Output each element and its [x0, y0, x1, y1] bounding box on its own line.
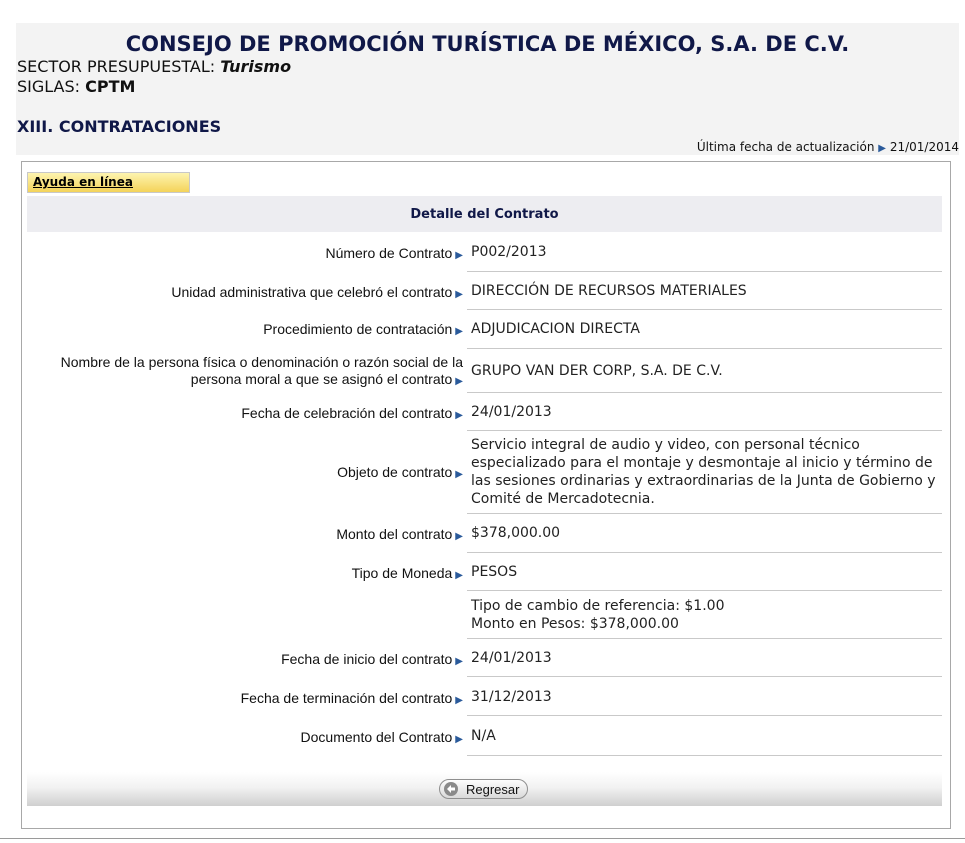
- siglas-line: [17, 77, 135, 96]
- siglas-value: CPTM: [85, 77, 136, 96]
- page-bottom-border: [0, 838, 965, 839]
- row-label: Número de Contrato ▶: [325, 245, 463, 261]
- detail-row-admin-unit: [27, 272, 942, 310]
- detail-row-procedure: [27, 310, 942, 349]
- detail-row-end-date: [27, 677, 942, 716]
- arrow-right-icon: ▶: [455, 376, 463, 387]
- detail-row-start-date: [27, 639, 942, 677]
- arrow-right-icon: ▶: [455, 734, 463, 745]
- update-date: 21/01/2014: [889, 140, 959, 154]
- row-label: Documento del Contrato ▶: [300, 729, 463, 745]
- page-container: [7, 17, 959, 839]
- detail-row-contract-object: [27, 431, 942, 514]
- siglas-label: SIGLAS:: [17, 77, 81, 96]
- row-label: Fecha de inicio del contrato ▶: [281, 651, 463, 667]
- row-label: Unidad administrativa que celebró el contrato ▶: [171, 284, 463, 300]
- detail-row-amount: [27, 514, 942, 553]
- last-update: [697, 140, 959, 154]
- sector-label: SECTOR PRESUPUESTAL:: [17, 57, 216, 76]
- amount-in-pesos: Monto en Pesos: $378,000.00: [471, 616, 679, 632]
- row-divider: [467, 755, 942, 756]
- detail-title: Detalle del Contrato: [410, 207, 559, 222]
- detail-header: [27, 196, 942, 232]
- row-value: 24/01/2013: [471, 650, 552, 666]
- row-label: Fecha de terminación del contrato ▶: [240, 690, 463, 706]
- arrow-right-icon: ▶: [455, 531, 463, 542]
- row-value: PESOS: [471, 564, 518, 580]
- section-title: XIII. CONTRATACIONES: [17, 117, 222, 136]
- row-label: Objeto de contrato ▶: [337, 464, 463, 480]
- arrow-right-icon: ▶: [455, 656, 463, 667]
- footer-bar: [27, 772, 942, 806]
- row-value: ADJUDICACION DIRECTA: [471, 321, 640, 337]
- help-online-link[interactable]: Ayuda en línea: [33, 175, 133, 189]
- organization-title: CONSEJO DE PROMOCIÓN TURÍSTICA DE MÉXICO, S.A. DE C.V.: [125, 32, 850, 56]
- row-label: Fecha de celebración del contrato ▶: [241, 405, 463, 421]
- row-value: [471, 597, 941, 633]
- detail-row-exchange: [27, 591, 942, 639]
- arrow-right-icon: ▶: [455, 250, 463, 261]
- arrow-right-icon: ▶: [455, 289, 463, 300]
- sector-value: Turismo: [220, 57, 292, 76]
- row-value: DIRECCIÓN DE RECURSOS MATERIALES: [471, 283, 747, 299]
- arrow-right-icon: ▶: [455, 695, 463, 706]
- arrow-right-icon: ▶: [455, 570, 463, 581]
- arrow-right-icon: ▶: [455, 326, 463, 337]
- row-value: $378,000.00: [471, 525, 561, 541]
- row-label: Monto del contrato ▶: [336, 526, 463, 542]
- sector-line: [17, 57, 291, 76]
- back-button-label: Regresar: [466, 782, 520, 797]
- arrow-right-icon: ▶: [455, 410, 463, 421]
- arrow-right-icon: ▶: [455, 469, 463, 480]
- help-online-button[interactable]: [27, 172, 190, 193]
- detail-row-signing-date: [27, 393, 942, 431]
- row-value: N/A: [471, 728, 496, 744]
- row-value: 31/12/2013: [471, 689, 552, 705]
- row-label: Procedimiento de contratación ▶: [263, 321, 463, 337]
- arrow-right-icon: ▶: [878, 143, 886, 154]
- detail-row-supplier: [27, 349, 942, 393]
- exchange-rate: Tipo de cambio de referencia: $1.00: [471, 598, 725, 614]
- row-value: GRUPO VAN DER CORP, S.A. DE C.V.: [471, 363, 723, 379]
- row-value: Servicio integral de audio y video, con personal técnico especializado para el montaje y desmontaje al inicio y término de las sesiones ordinarias y extraordinarias de la Junta de Gobierno y Comité de Mercadotecnia.: [471, 437, 936, 507]
- update-label: Última fecha de actualización: [696, 140, 875, 154]
- back-button[interactable]: [439, 779, 528, 799]
- row-value: 24/01/2013: [471, 404, 552, 420]
- detail-row-currency: [27, 553, 942, 591]
- detail-row-contract-number: [27, 232, 942, 272]
- row-label: Tipo de Moneda ▶: [351, 565, 463, 581]
- detail-row-document: [27, 716, 942, 756]
- row-label: Nombre de la persona física o denominación o razón social de la persona moral a que se asignó el contrato ▶: [60, 354, 463, 387]
- contract-detail-panel: [21, 161, 951, 829]
- page-header: [16, 23, 959, 155]
- arrow-left-icon: [444, 782, 458, 796]
- row-value: P002/2013: [471, 244, 547, 260]
